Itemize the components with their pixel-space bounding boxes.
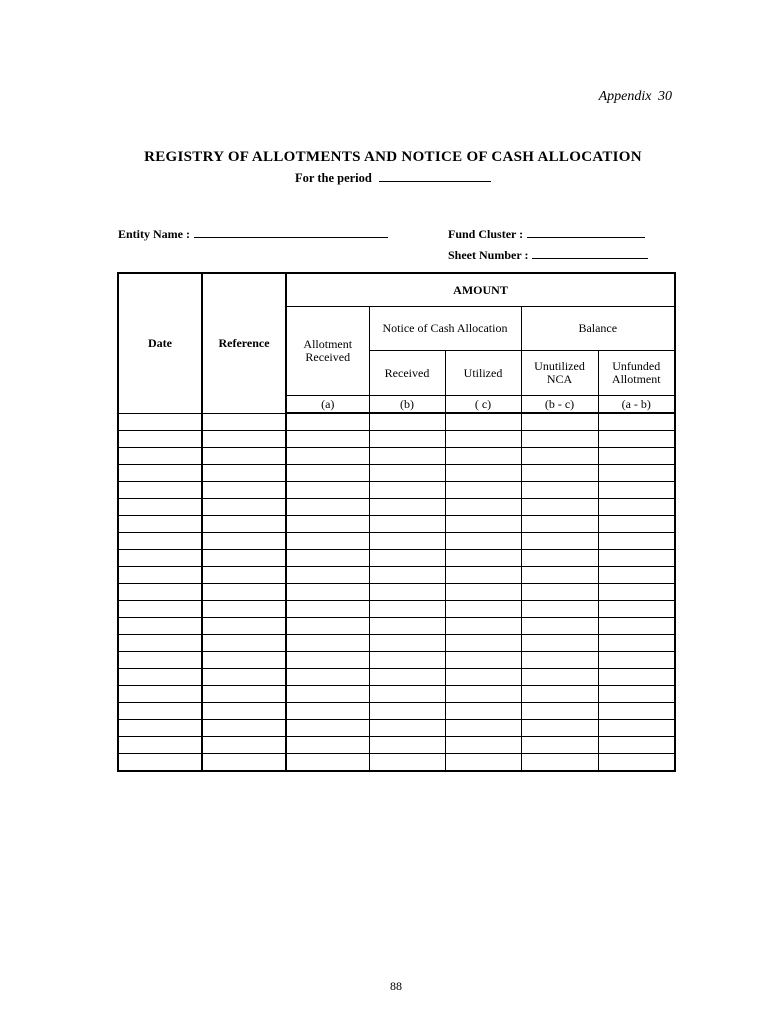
table-row <box>118 482 675 499</box>
table-cell[interactable] <box>118 618 202 635</box>
table-cell[interactable] <box>521 584 598 601</box>
table-cell[interactable] <box>118 669 202 686</box>
table-cell[interactable] <box>286 567 369 584</box>
table-cell[interactable] <box>369 754 445 772</box>
table-row <box>118 686 675 703</box>
table-cell[interactable] <box>202 431 286 448</box>
table-cell[interactable] <box>521 635 598 652</box>
table-cell[interactable] <box>369 737 445 754</box>
table-cell[interactable] <box>202 720 286 737</box>
table-row <box>118 465 675 482</box>
table-cell[interactable] <box>598 448 675 465</box>
table-cell[interactable] <box>521 720 598 737</box>
table-cell[interactable] <box>202 533 286 550</box>
table-cell[interactable] <box>521 448 598 465</box>
table-row <box>118 550 675 567</box>
table-cell[interactable] <box>286 754 369 772</box>
table-cell[interactable] <box>445 482 521 499</box>
table-cell[interactable] <box>521 516 598 533</box>
table-cell[interactable] <box>521 413 598 431</box>
table-row <box>118 720 675 737</box>
table-row <box>118 533 675 550</box>
sheet-number-blank <box>532 247 648 259</box>
table-cell[interactable] <box>286 737 369 754</box>
table-cell[interactable] <box>118 584 202 601</box>
table-cell[interactable] <box>445 431 521 448</box>
table-cell[interactable] <box>202 737 286 754</box>
table-cell[interactable] <box>521 703 598 720</box>
table-cell[interactable] <box>202 550 286 567</box>
registry-table <box>117 272 676 772</box>
table-cell[interactable] <box>202 754 286 772</box>
table-cell[interactable] <box>286 652 369 669</box>
table-cell[interactable] <box>369 550 445 567</box>
table-cell[interactable] <box>369 618 445 635</box>
table-cell[interactable] <box>598 567 675 584</box>
fund-cluster-field <box>448 226 645 242</box>
table-cell[interactable] <box>598 703 675 720</box>
table-cell[interactable] <box>598 720 675 737</box>
table-cell[interactable] <box>521 652 598 669</box>
table-cell[interactable] <box>118 601 202 618</box>
nca-header: Notice of Cash Allocation <box>369 307 521 351</box>
form-title: REGISTRY OF ALLOTMENTS AND NOTICE OF CASH ALLOCATION <box>144 149 642 165</box>
table-row <box>118 516 675 533</box>
table-cell[interactable] <box>521 618 598 635</box>
table-cell[interactable] <box>445 686 521 703</box>
table-cell[interactable] <box>521 754 598 772</box>
table-cell[interactable] <box>598 686 675 703</box>
table-cell[interactable] <box>118 465 202 482</box>
table-cell[interactable] <box>521 533 598 550</box>
table-row <box>118 669 675 686</box>
table-cell[interactable] <box>521 737 598 754</box>
table-cell[interactable] <box>286 413 369 431</box>
table-cell[interactable] <box>118 567 202 584</box>
table-cell[interactable] <box>118 754 202 772</box>
table-cell[interactable] <box>118 550 202 567</box>
table-cell[interactable] <box>598 431 675 448</box>
received-header: Received <box>369 351 445 396</box>
period-blank <box>379 170 491 182</box>
table-cell[interactable] <box>598 465 675 482</box>
table-cell[interactable] <box>521 567 598 584</box>
table-cell[interactable] <box>202 465 286 482</box>
table-cell[interactable] <box>286 686 369 703</box>
table-cell[interactable] <box>286 669 369 686</box>
table-cell[interactable] <box>445 516 521 533</box>
code-a-minus-b: (a - b) <box>598 396 675 414</box>
table-cell[interactable] <box>598 499 675 516</box>
table-cell[interactable] <box>598 754 675 772</box>
date-header: Date <box>118 273 202 413</box>
table-cell[interactable] <box>598 618 675 635</box>
table-cell[interactable] <box>598 635 675 652</box>
entity-name-blank <box>194 226 388 238</box>
table-cell[interactable] <box>202 703 286 720</box>
period-line <box>0 170 768 186</box>
table-cell[interactable] <box>118 652 202 669</box>
table-row <box>118 431 675 448</box>
table-cell[interactable] <box>286 720 369 737</box>
table-cell[interactable] <box>118 516 202 533</box>
allotment-received-header: Allotment Received <box>286 307 369 396</box>
table-cell[interactable] <box>598 482 675 499</box>
unutilized-nca-header: Unutilized NCA <box>521 351 598 396</box>
code-b: (b) <box>369 396 445 414</box>
table-cell[interactable] <box>598 601 675 618</box>
table-cell[interactable] <box>445 669 521 686</box>
table-cell[interactable] <box>286 584 369 601</box>
table-cell[interactable] <box>445 499 521 516</box>
table-cell[interactable] <box>445 550 521 567</box>
table-cell[interactable] <box>202 516 286 533</box>
table-row <box>118 737 675 754</box>
table-cell[interactable] <box>369 720 445 737</box>
table-cell[interactable] <box>445 601 521 618</box>
table-cell[interactable] <box>598 533 675 550</box>
table-cell[interactable] <box>445 533 521 550</box>
table-row <box>118 601 675 618</box>
table-cell[interactable] <box>202 601 286 618</box>
table-cell[interactable] <box>202 635 286 652</box>
table-cell[interactable] <box>445 567 521 584</box>
table-cell[interactable] <box>202 618 286 635</box>
table-cell[interactable] <box>118 703 202 720</box>
table-cell[interactable] <box>445 737 521 754</box>
table-cell[interactable] <box>445 754 521 772</box>
table-row <box>118 567 675 584</box>
table-row <box>118 652 675 669</box>
table-cell[interactable] <box>445 584 521 601</box>
table-row <box>118 703 675 720</box>
code-c: ( c) <box>445 396 521 414</box>
table-cell[interactable] <box>286 465 369 482</box>
entity-name-label: Entity Name : <box>118 227 190 241</box>
period-label: For the period <box>295 171 372 185</box>
table-cell[interactable] <box>598 669 675 686</box>
table-cell[interactable] <box>445 465 521 482</box>
table-row <box>118 499 675 516</box>
table-cell[interactable] <box>369 499 445 516</box>
sheet-number-field <box>448 247 648 263</box>
balance-header: Balance <box>521 307 675 351</box>
sheet-number-label: Sheet Number : <box>448 248 529 262</box>
table-cell[interactable] <box>118 499 202 516</box>
table-cell[interactable] <box>369 465 445 482</box>
table-cell[interactable] <box>369 533 445 550</box>
table-cell[interactable] <box>521 601 598 618</box>
table-row <box>118 635 675 652</box>
table-cell[interactable] <box>286 618 369 635</box>
table-cell[interactable] <box>598 413 675 431</box>
table-cell[interactable] <box>521 686 598 703</box>
table-cell[interactable] <box>202 652 286 669</box>
table-cell[interactable] <box>286 533 369 550</box>
table-cell[interactable] <box>445 652 521 669</box>
table-row <box>118 448 675 465</box>
code-a: (a) <box>286 396 369 414</box>
table-cell[interactable] <box>118 635 202 652</box>
table-cell[interactable] <box>598 550 675 567</box>
reference-header: Reference <box>202 273 286 413</box>
table-cell[interactable] <box>202 567 286 584</box>
table-cell[interactable] <box>369 669 445 686</box>
table-cell[interactable] <box>202 584 286 601</box>
table-cell[interactable] <box>286 703 369 720</box>
table-cell[interactable] <box>118 482 202 499</box>
table-cell[interactable] <box>286 482 369 499</box>
table-cell[interactable] <box>286 550 369 567</box>
table-cell[interactable] <box>369 448 445 465</box>
table-row <box>118 584 675 601</box>
table-cell[interactable] <box>598 516 675 533</box>
table-cell[interactable] <box>286 431 369 448</box>
table-cell[interactable] <box>202 686 286 703</box>
table-cell[interactable] <box>521 499 598 516</box>
table-cell[interactable] <box>369 431 445 448</box>
table-cell[interactable] <box>369 516 445 533</box>
table-cell[interactable] <box>286 635 369 652</box>
table-cell[interactable] <box>369 567 445 584</box>
table-cell[interactable] <box>369 686 445 703</box>
table-cell[interactable] <box>445 635 521 652</box>
table-cell[interactable] <box>598 737 675 754</box>
table-cell[interactable] <box>521 669 598 686</box>
fund-cluster-label: Fund Cluster : <box>448 227 524 241</box>
table-cell[interactable] <box>445 448 521 465</box>
table-cell[interactable] <box>202 413 286 431</box>
appendix-label: Appendix 30 <box>598 89 672 104</box>
table-cell[interactable] <box>521 431 598 448</box>
unfunded-allotment-header: Unfunded Allotment <box>598 351 675 396</box>
table-cell[interactable] <box>598 652 675 669</box>
utilized-header: Utilized <box>445 351 521 396</box>
table-cell[interactable] <box>598 584 675 601</box>
table-cell[interactable] <box>118 686 202 703</box>
amount-header: AMOUNT <box>286 273 675 307</box>
table-cell[interactable] <box>369 601 445 618</box>
table-cell[interactable] <box>202 499 286 516</box>
fund-cluster-blank <box>527 226 645 238</box>
table-cell[interactable] <box>286 448 369 465</box>
entity-name-field <box>118 226 388 242</box>
table-cell[interactable] <box>286 516 369 533</box>
table-cell[interactable] <box>118 533 202 550</box>
table-cell[interactable] <box>286 499 369 516</box>
table-cell[interactable] <box>445 703 521 720</box>
table-cell[interactable] <box>202 669 286 686</box>
table-row <box>118 413 675 431</box>
table-cell[interactable] <box>118 720 202 737</box>
table-cell[interactable] <box>445 413 521 431</box>
table-row <box>118 754 675 772</box>
table-cell[interactable] <box>369 584 445 601</box>
table-row <box>118 618 675 635</box>
table-cell[interactable] <box>369 652 445 669</box>
table-cell[interactable] <box>521 550 598 567</box>
table-cell[interactable] <box>369 482 445 499</box>
table-cell[interactable] <box>118 737 202 754</box>
code-b-minus-c: (b - c) <box>521 396 598 414</box>
table-cell[interactable] <box>118 413 202 431</box>
table-cell[interactable] <box>445 720 521 737</box>
table-cell[interactable] <box>118 448 202 465</box>
table-cell[interactable] <box>286 601 369 618</box>
table-cell[interactable] <box>202 482 286 499</box>
table-cell[interactable] <box>369 703 445 720</box>
page-number: 88 <box>390 979 402 993</box>
table-cell[interactable] <box>445 618 521 635</box>
table-cell[interactable] <box>369 635 445 652</box>
table-cell[interactable] <box>118 431 202 448</box>
table-cell[interactable] <box>521 482 598 499</box>
table-cell[interactable] <box>521 465 598 482</box>
table-cell[interactable] <box>369 413 445 431</box>
table-cell[interactable] <box>202 448 286 465</box>
